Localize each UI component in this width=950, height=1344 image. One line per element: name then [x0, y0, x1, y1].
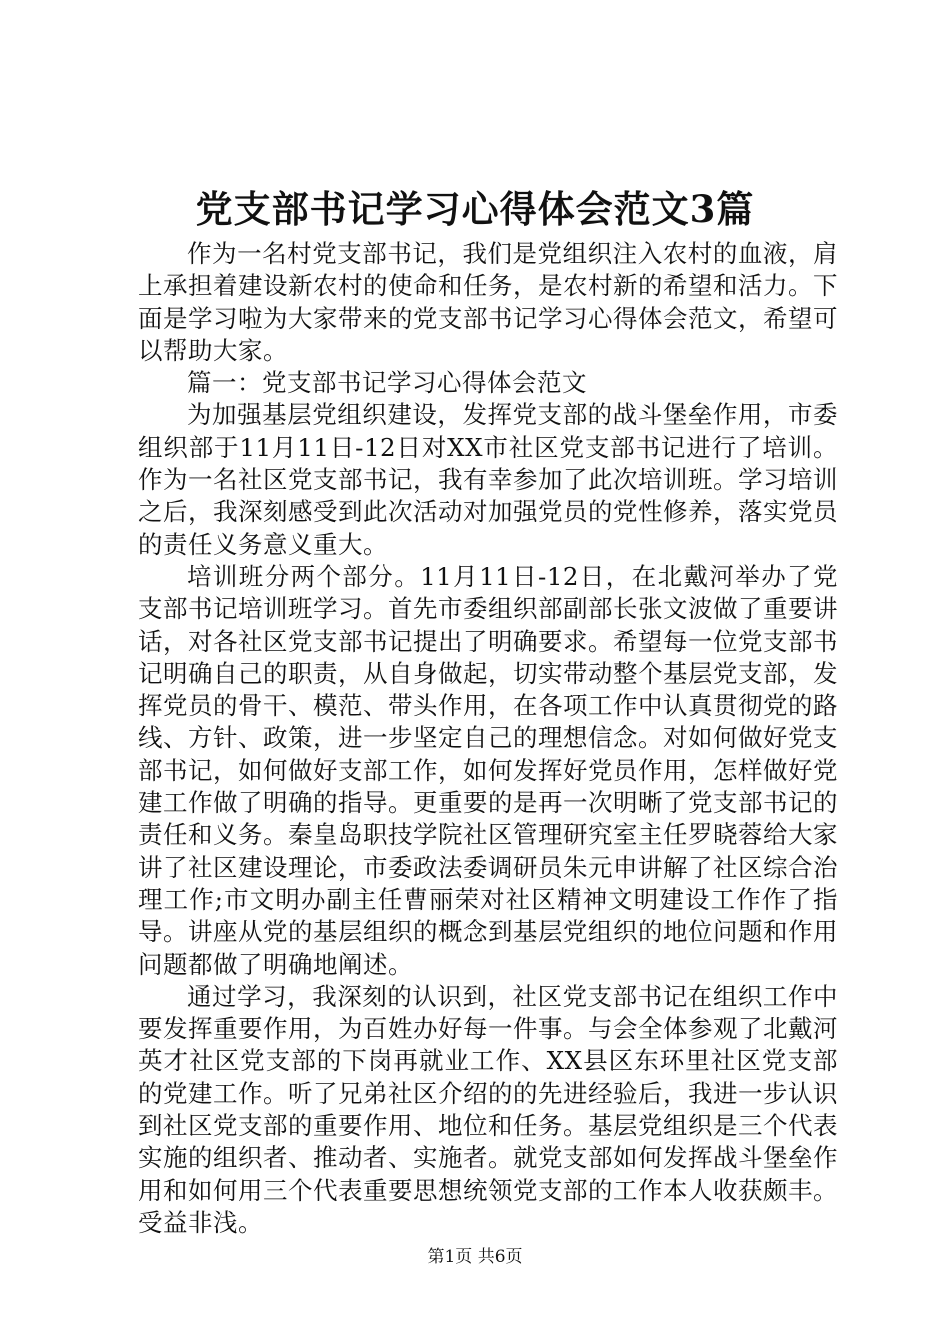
- paragraph-intro: 作为一名村党支部书记，我们是党组织注入农村的血液，肩上承担着建设新农村的使命和任务，是农村新的希望和活力。下面是学习啦为大家带来的党支部书记学习心得体会范文，希望可以帮助大家。: [138, 239, 838, 365]
- document-body: [138, 238, 838, 1239]
- page-footer: 第1页 共6页: [427, 1247, 523, 1267]
- paragraph: 通过学习，我深刻的认识到，社区党支部书记在组织工作中要发挥重要作用，为百姓办好每一件事。与会全体参观了北戴河英才社区党支部的下岗再就业工作、XX县区东环里社区党支部的党建工作。听了兄弟社区介绍的的先进经验后，我进一步认识到社区党支部的重要作用、地位和任务。基层党组织是三个代表实施的组织者、推动者、实施者。就党支部如何发挥战斗堡垒作用和如何用三个代表重要思想统领党支部的工作本人收获颇丰。受益非浅。: [138, 981, 838, 1237]
- paragraph: 培训班分两个部分。11月11日-12日，在北戴河举办了党支部书记培训班学习。首先市委组织部副部长张文波做了重要讲话，对各社区党支部书记提出了明确要求。希望每一位党支部书记明确自己的职责，从自身做起，切实带动整个基层党支部，发挥党员的骨干、模范、带头作用，在各项工作中认真贯彻党的路线、方针、政策，进一步坚定自己的理想信念。对如何做好党支部书记，如何做好支部工作，如何发挥好党员作用，怎样做好党建工作做了明确的指导。更重要的是再一次明晰了党支部书记的责任和义务。秦皇岛职技学院社区管理研究室主任罗晓蓉给大家讲了社区建设理论，市委政法委调研员朱元申讲解了社区综合治理工作;市文明办副主任曹丽荣对社区精神文明建设工作作了指导。讲座从党的基层组织的概念到基层党组织的地位问题和作用问题都做了明确地阐述。: [138, 561, 838, 979]
- paragraph: 为加强基层党组织建设，发挥党支部的战斗堡垒作用，市委组织部于11月11日-12日对XX市社区党支部书记进行了培训。作为一名社区党支部书记，我有幸参加了此次培训班。学习培训之后，我深刻感受到此次活动对加强党员的党性修养，落实党员的责任义务意义重大。: [138, 400, 838, 559]
- section-heading: 篇一：党支部书记学习心得体会范文: [187, 368, 587, 398]
- document-title: 党支部书记学习心得体会范文3篇: [195, 187, 755, 231]
